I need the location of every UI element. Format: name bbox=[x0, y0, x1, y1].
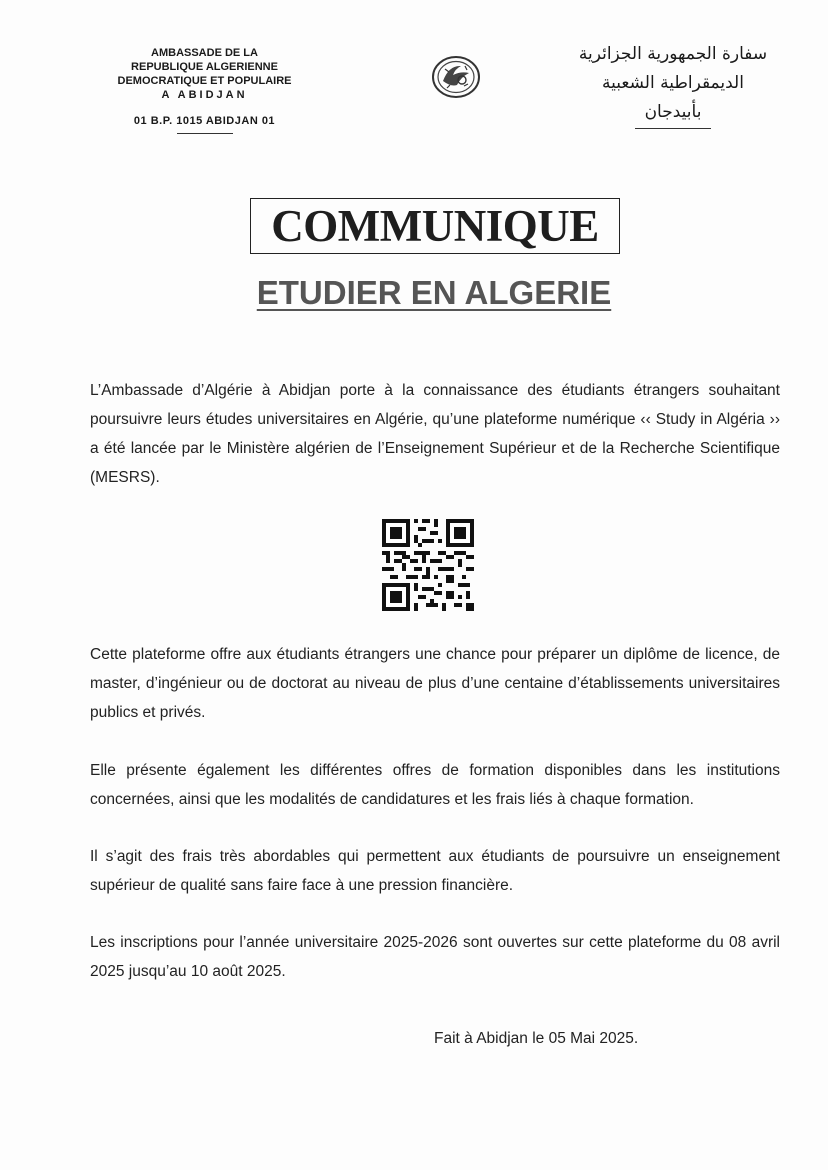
paragraph-training-offers: Elle présente également les différentes offres de formation disponibles dans les institutions concernées, ainsi que les modalités de candidatures et les frais liés à chaque formation. bbox=[90, 762, 780, 808]
embassy-header-arabic bbox=[558, 40, 788, 129]
header-arabic-line-3: بأبيدجان bbox=[644, 102, 702, 122]
header-arabic-line-1: سفارة الجمهورية الجزائرية bbox=[578, 44, 768, 64]
header-right-divider bbox=[635, 128, 711, 129]
header-line-4: A ABIDJAN bbox=[161, 89, 248, 101]
header-arabic-line-2: الديمقراطية الشعبية bbox=[602, 73, 744, 93]
qr-code-icon bbox=[382, 519, 474, 611]
header-line-3: DEMOCRATIQUE ET POPULAIRE bbox=[117, 75, 292, 87]
paragraph-platform-offer: Cette plateforme offre aux étudiants étrangers une chance pour préparer un diplôme de licence, de master, d’ingénieur ou de doctorat au niveau de plus d’une centaine d’établissements universitaires publics et privés. bbox=[90, 646, 780, 721]
page-title: COMMUNIQUE bbox=[271, 201, 599, 251]
header-line-2: REPUBLIQUE ALGERIENNE bbox=[131, 61, 278, 73]
paragraph-intro: L’Ambassade d’Algérie à Abidjan porte à la connaissance des étudiants étrangers souhaitant poursuivre leurs études universitaires en Algérie, qu’une plateforme numérique ‹‹ Study in Algéria ›› a été lancée par le Ministère algérien de l’Enseignement Supérieur et de la Recherche Scientifique (MESRS). bbox=[90, 382, 780, 486]
paragraph-registration-dates: Les inscriptions pour l’année universitaire 2025-2026 sont ouvertes sur cette plateforme du 08 avril 2025 jusqu’au 10 août 2025. bbox=[90, 934, 780, 980]
header-left-divider bbox=[177, 133, 233, 134]
embassy-header-french bbox=[92, 46, 317, 134]
signature-date: Fait à Abidjan le 05 Mai 2025. bbox=[434, 1030, 639, 1047]
page-subtitle: ETUDIER EN ALGERIE bbox=[256, 274, 612, 311]
header-line-1: AMBASSADE DE LA bbox=[151, 47, 258, 59]
title-box bbox=[250, 198, 620, 254]
algerian-emblem-icon bbox=[431, 55, 481, 99]
header-address: 01 B.P. 1015 ABIDJAN 01 bbox=[133, 115, 276, 127]
paragraph-fees: Il s’agit des frais très abordables qui permettent aux étudiants de poursuivre un enseignement supérieur de qualité sans faire face à une pression financière. bbox=[90, 848, 780, 894]
